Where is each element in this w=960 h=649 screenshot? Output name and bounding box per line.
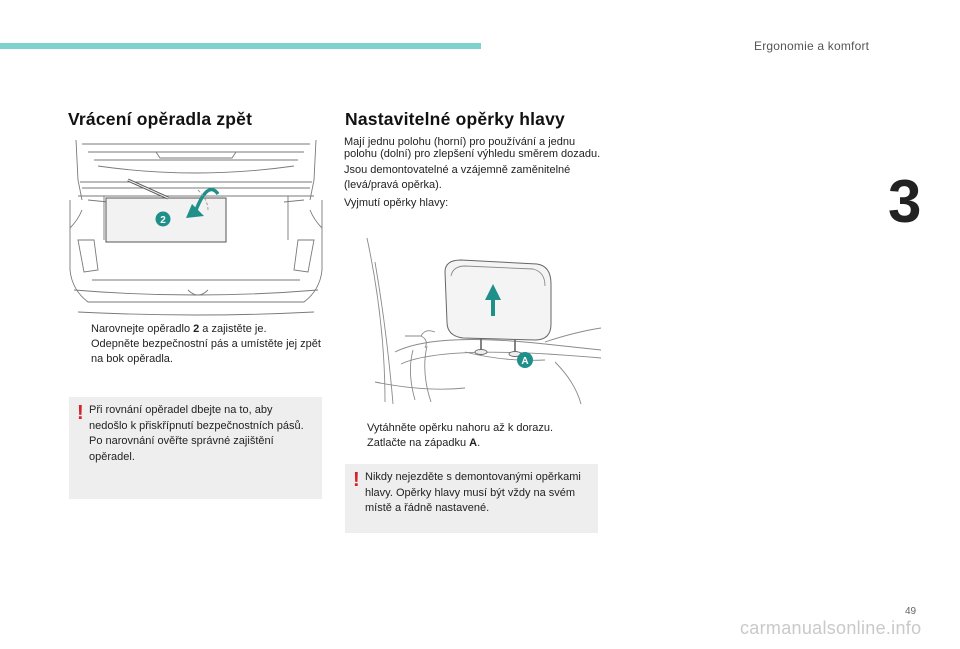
warning-icon: !	[77, 402, 84, 424]
right-instructions	[345, 421, 597, 451]
label-2: 2	[160, 215, 166, 226]
warning-text: Nikdy nejezděte s demontovanými opěrkami hlavy. Opěrky hlavy musí být vždy na svém místě a řádně nastavené.	[365, 471, 581, 514]
accent-bar	[0, 43, 481, 49]
chapter-number: 3	[888, 168, 922, 235]
list-item: Odepněte bezpečnostní pás a umístěte jej zpět na bok opěradla.	[91, 338, 321, 365]
heading-headrests: Nastavitelné opěrky hlavy	[345, 109, 565, 129]
label-a: A	[521, 356, 529, 367]
headrest-intro	[344, 137, 602, 211]
trunk-illustration	[68, 140, 324, 318]
intro-text: Vyjmutí opěrky hlavy:	[344, 197, 449, 209]
warning-text: Po narovnání ověřte správné zajištění opěradel.	[89, 435, 274, 463]
list-item: Zatlačte na západku A.	[367, 437, 481, 449]
left-instructions	[69, 322, 321, 367]
section-title: Ergonomie a komfort	[754, 39, 870, 53]
watermark: carmanualsonline.info	[740, 618, 922, 638]
intro-text: Mají jednu polohu (horní) pro používání a jednu polohu (dolní) pro zlepšení výhledu směrem dozadu.	[344, 136, 601, 160]
warning-text: Při rovnání opěradel dbejte na to, aby nedošlo k přiskřípnutí bezpečnostních pásů.	[89, 404, 304, 432]
heading-seat-back: Vrácení opěradla zpět	[68, 109, 253, 129]
headrest-illustration	[345, 232, 601, 410]
warning-icon: !	[353, 469, 360, 491]
list-item: Narovnejte opěradlo 2 a zajistěte je.	[91, 323, 267, 335]
intro-text: Jsou demontovatelné a vzájemně zaměnitelné (levá/pravá opěrka).	[344, 164, 571, 191]
page-number: 49	[905, 606, 917, 617]
warning-box-seat	[69, 397, 322, 499]
list-item: Vytáhněte opěrku nahoru až k dorazu.	[367, 422, 554, 434]
warning-box-headrest	[345, 464, 598, 533]
